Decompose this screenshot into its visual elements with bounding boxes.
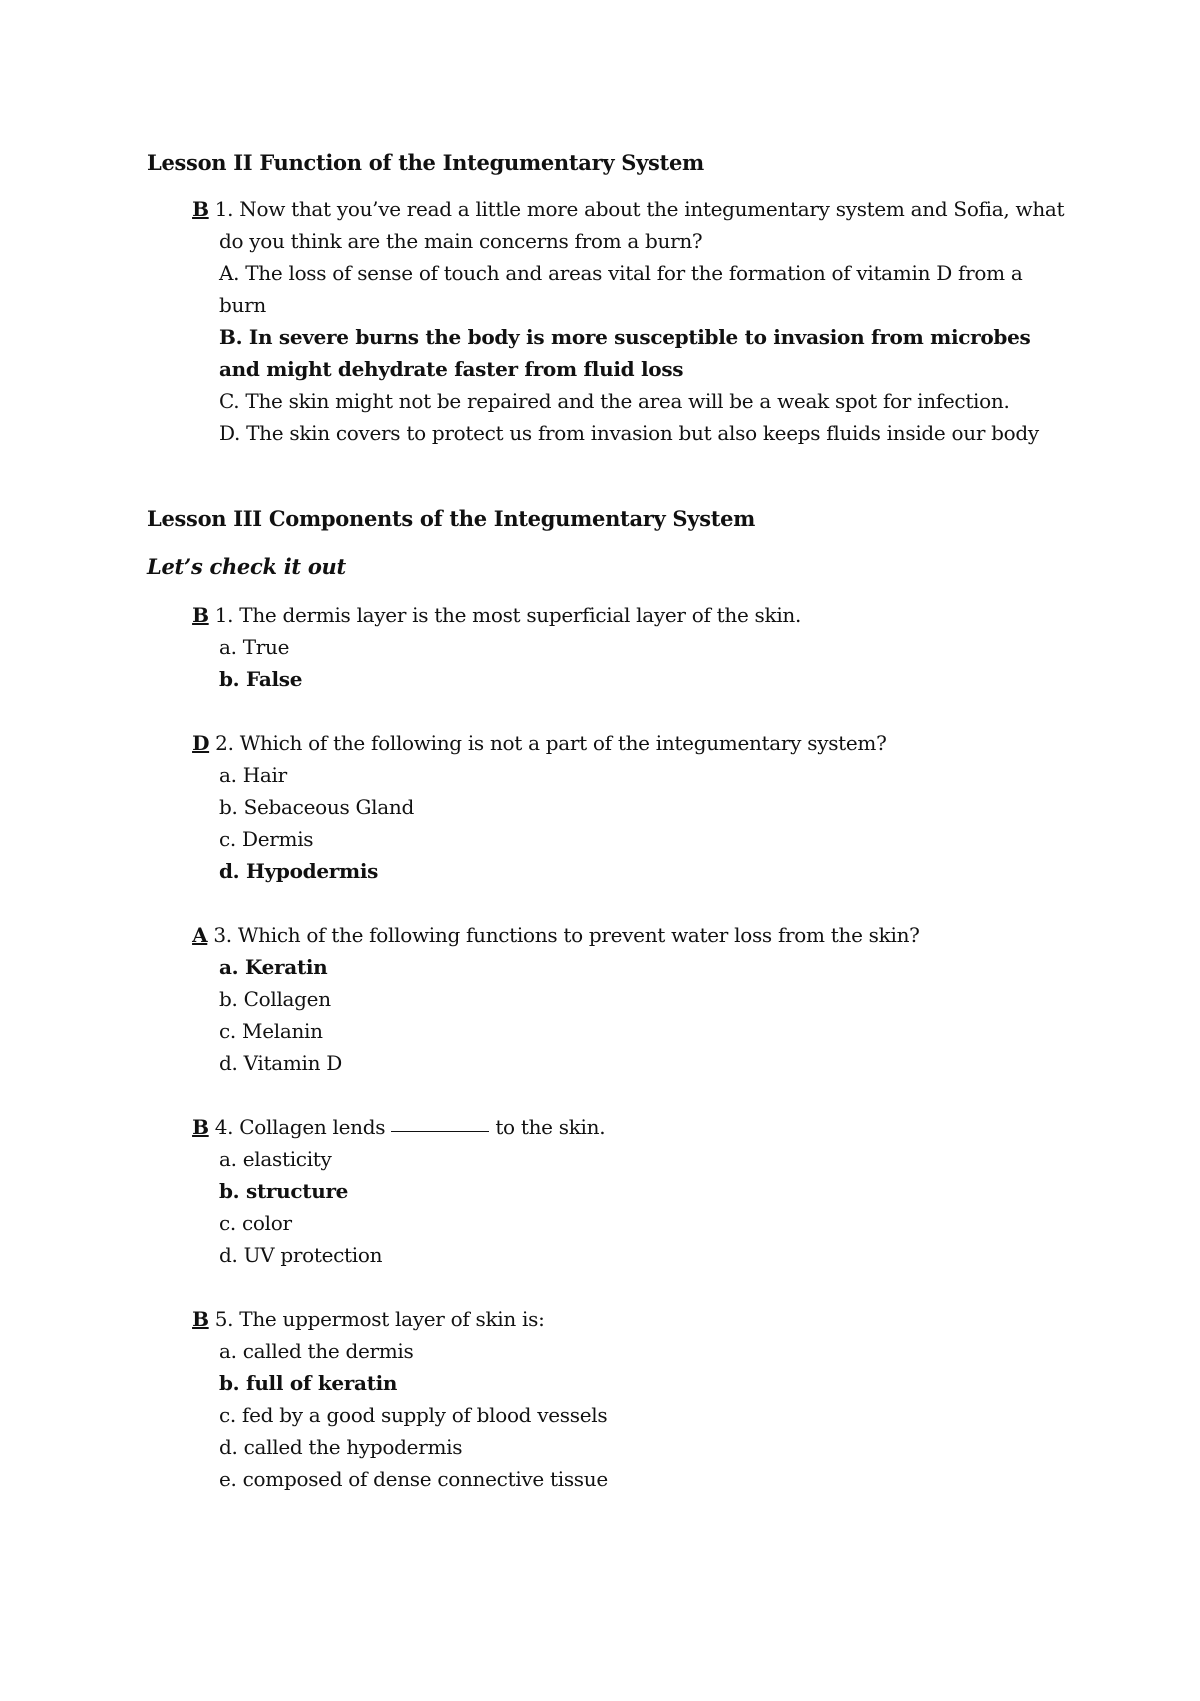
option-b: b. Collagen (219, 987, 331, 1011)
option-d: d. UV protection (219, 1243, 383, 1267)
option-b-correct: b. structure (219, 1179, 349, 1203)
question-text: Now that you’ve read a little more about the integumentary system and Sofia, what (233, 197, 1065, 221)
option-c: c. Dermis (219, 827, 314, 851)
option-c: c. fed by a good supply of blood vessels (219, 1403, 608, 1427)
question-text: Collagen lends (233, 1115, 392, 1139)
question-number: 5. (214, 1307, 234, 1331)
answer-letter: D (192, 731, 210, 755)
option-a: A. The loss of sense of touch and areas vital for the formation of vitamin D from a burn (219, 261, 1023, 317)
question-text: Which of the following functions to prevent water loss from the skin? (231, 923, 920, 947)
answer-letter: B (192, 1307, 209, 1331)
option-c: c. color (219, 1211, 292, 1235)
option-d: d. Vitamin D (219, 1051, 343, 1075)
question-text-end: to the skin. (489, 1115, 606, 1139)
lesson3-question-3 (186, 919, 1066, 951)
option-a: a. called the dermis (219, 1339, 414, 1363)
option-c: c. Melanin (219, 1019, 323, 1043)
fill-in-blank (391, 1130, 489, 1132)
question-text: The uppermost layer of skin is: (233, 1307, 545, 1331)
answer-blank (186, 197, 215, 221)
question-text: The dermis layer is the most superficial layer of the skin. (233, 603, 802, 627)
answer-letter: B (192, 197, 209, 221)
question-number: 3. (213, 923, 232, 947)
lesson3-question-4 (186, 1111, 1066, 1143)
option-b-correct: b. full of keratin (219, 1371, 398, 1395)
option-d: d. called the hypodermis (219, 1435, 463, 1459)
option-a: a. elasticity (219, 1147, 332, 1171)
lesson3-question-5 (186, 1303, 1066, 1335)
answer-letter: B (192, 1115, 209, 1139)
option-e: e. composed of dense connective tissue (219, 1467, 608, 1491)
question-text: Which of the following is not a part of the integumentary system? (233, 731, 887, 755)
question-number: 1. (214, 603, 234, 627)
option-b: b. Sebaceous Gland (219, 795, 414, 819)
lesson3-title: Lesson III Components of the Integumentary System (147, 506, 756, 531)
lesson3-question-2 (186, 727, 1066, 759)
option-a-correct: a. Keratin (219, 955, 328, 979)
option-b-correct: b. False (219, 667, 303, 691)
option-b-correct: B. In severe burns the body is more susceptible to invasion from microbes and might dehydrate faster from fluid loss (219, 325, 1031, 381)
option-d: D. The skin covers to protect us from invasion but also keeps fluids inside our body (219, 421, 1039, 445)
option-a: a. Hair (219, 763, 287, 787)
lesson2-question-1 (186, 193, 1066, 257)
answer-letter: A (192, 923, 208, 947)
question-text-continued: do you think are the main concerns from a burn? (219, 229, 703, 253)
lesson3-subtitle: Let’s check it out (147, 554, 346, 579)
question-number: 2. (215, 731, 234, 755)
option-d-correct: d. Hypodermis (219, 859, 379, 883)
lesson2-title: Lesson II Function of the Integumentary System (147, 150, 704, 175)
answer-letter: B (192, 603, 209, 627)
question-number: 4. (214, 1115, 234, 1139)
option-a: a. True (219, 635, 290, 659)
question-number: 1. (214, 197, 234, 221)
option-c: C. The skin might not be repaired and the area will be a weak spot for infection. (219, 389, 1010, 413)
lesson3-question-1 (186, 599, 1066, 631)
